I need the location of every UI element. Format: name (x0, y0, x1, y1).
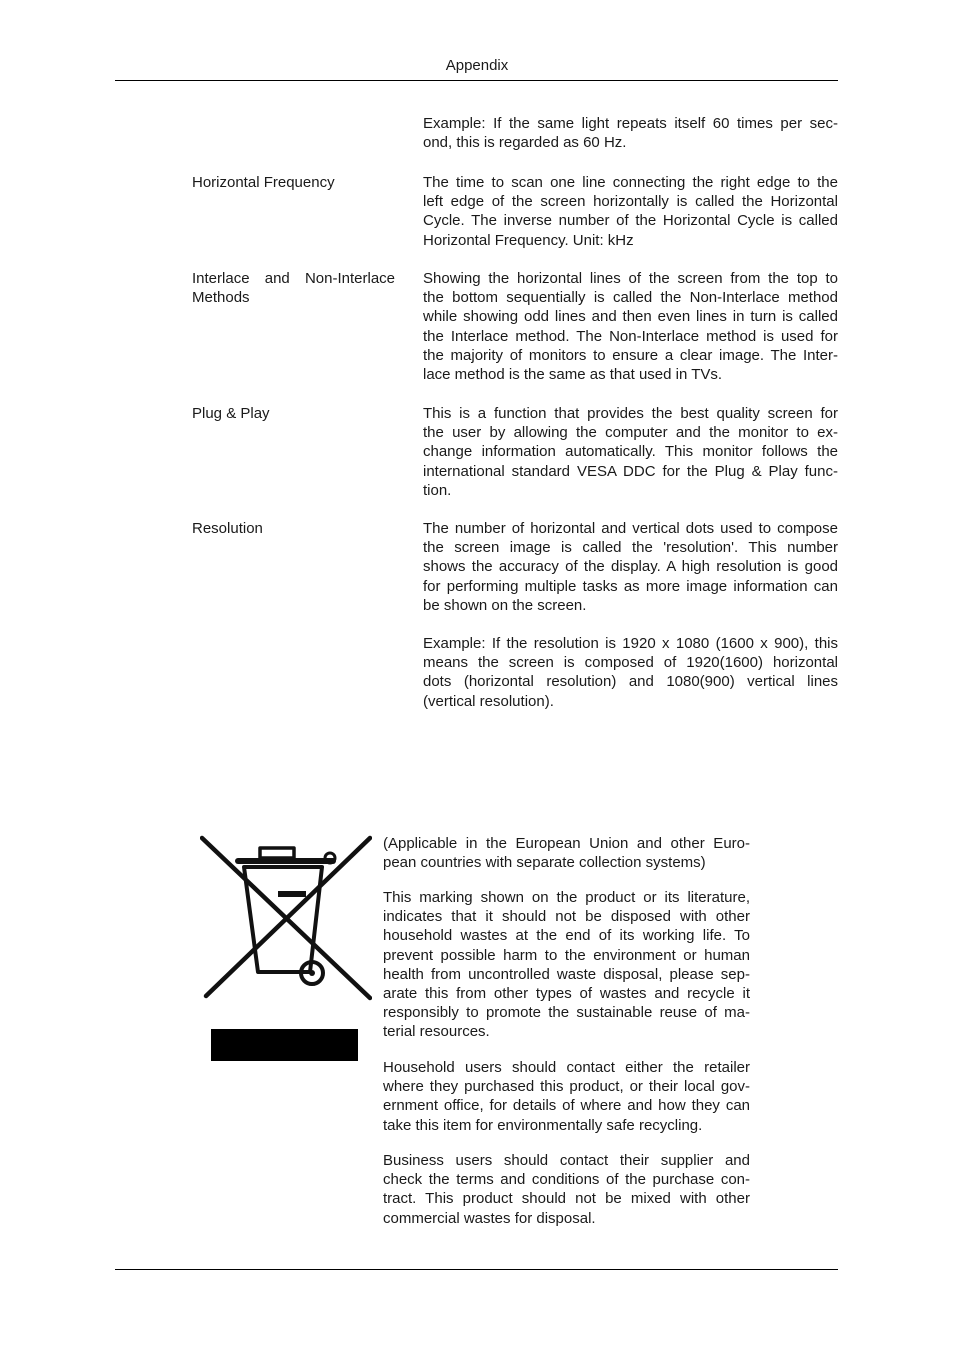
weee-paragraph: Household users should contact either the retailer where they purchased this product, or their local gov- ernment office, for details of where and how they can take this item for environmentally safe recycling. (383, 1059, 750, 1134)
definition-description: Example: If the same light repeats itself 60 times per sec- ond, this is regarded as 60 Hz. (423, 115, 838, 152)
header-divider (115, 80, 838, 81)
weee-paragraph: Business users should contact their supplier and check the terms and conditions of the purchase con- tract. This product should not be mixed with other commercial wastes for disposal. (383, 1152, 750, 1227)
definition-description: The number of horizontal and vertical dots used to compose the screen image is called the 'resolution'. This number shows the accuracy of the display. A high resolution is good for performing multiple tasks as more image information can be shown on the screen. (423, 520, 838, 614)
weee-paragraph: This marking shown on the product or its literature, indicates that it should not be disposed with other household wastes at the end of its working life. To prevent possible harm to the environment or human health from uncontrolled waste disposal, please sep- arate this from other types of wastes and recycle it responsibly to promote the sustainable reuse of ma- terial resources. (383, 889, 750, 1041)
definition-description: Example: If the resolution is 1920 x 1080 (1600 x 900), this means the screen is composed of 1920(1600) horizontal dots (horizontal resolution) and 1080(900) vertical lines (vertical resolution). (423, 635, 838, 710)
crossed-out-wheelie-bin-icon (200, 834, 372, 1064)
definition-term: Interlace and Non-Interlace Methods (192, 270, 395, 307)
footer-divider (115, 1269, 838, 1270)
definition-term: Plug & Play (192, 405, 270, 422)
definition-description: The time to scan one line connecting the right edge to the left edge of the screen horizontally is called the Horizontal Cycle. The inverse number of the Horizontal Cycle is called Horizontal Frequency. Unit: kHz (423, 174, 838, 249)
definition-term: Resolution (192, 520, 263, 537)
definition-term: Horizontal Frequency (192, 174, 335, 191)
weee-paragraph: (Applicable in the European Union and other Euro- pean countries with separate collection systems) (383, 835, 750, 872)
definition-description: This is a function that provides the best quality screen for the user by allowing the computer and the monitor to ex- change information automatically. This monitor follows the international standard VESA DDC for the Plug & Play func- tion. (423, 405, 838, 499)
page-header-title: Appendix (445, 57, 509, 74)
definition-description: Showing the horizontal lines of the screen from the top to the bottom sequentially is called the Non-Interlace method while showing odd lines and then even lines in turn is called the Interlace method. The Non-Interlace method is used for the majority of monitors to ensure a clear image. The Inter- lace method is the same as that used in TVs. (423, 270, 838, 384)
